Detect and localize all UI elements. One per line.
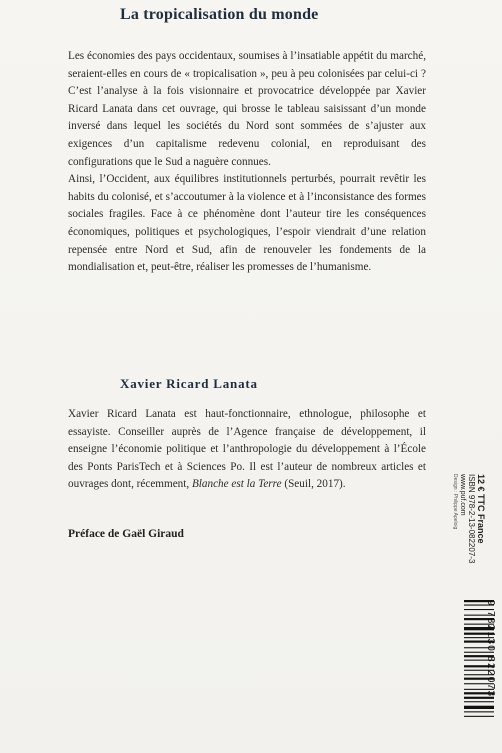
- author-name-heading: Xavier Ricard Lanata: [120, 376, 258, 391]
- blurb-paragraph-1: Les économies des pays occidentaux, soumises à l’insatiable appétit du marché, seraient-elles en cours de « tropicalisation », peu à peu colonisées par celui-ci ? C’est l’analyse à la fois visionnaire et provocatrice développée par Xavier Ricard Lanata dans cet ouvrage, qui brosse le tableau saisissant d’un monde inversé dans lequel les sociétés du Nord sont sommées de s’ajuster aux exigences d’un capitalisme redevenu colonial, en reproduisant des configurations que le Sud a naguère connues.: [68, 50, 426, 168]
- website-label: www.puf.com: [459, 474, 466, 516]
- design-credit: Design : Philippe Apeloig: [452, 474, 458, 530]
- author-bio-paragraph: [68, 406, 426, 494]
- blurb: [68, 48, 426, 277]
- author-bio-end: (Seuil, 2017).: [281, 478, 346, 491]
- book-title: La tropicalisation du monde: [120, 6, 319, 23]
- blurb-paragraph-2: Ainsi, l’Occident, aux équilibres institutionnels perturbés, pourrait revêtir les habits du colonisé, et s’accoutumer à la violence et à l’inconsistance des formes sociales fragiles. Face à ce phénomène dont l’auteur tire les conséquences économiques, politiques et psychologiques, l’espoir viendrait d’une relation repensée entre Nord et Sud, afin de renouveler les fondements de la mondialisation et, peut-être, réaliser les promesses de l’humanisme.: [68, 173, 426, 274]
- isbn-label: ISBN 978-2-13-082207-3: [467, 474, 476, 564]
- author-bio-main: Xavier Ricard Lanata est haut-fonctionnaire, ethnologue, philosophe et essayiste. Conseiller auprès de l’Agence française de développement, il enseigne l’économie politique et l’anthropologie du développement à l’École des Ponts ParisTech et à Sciences Po. Il est l’auteur de nombreux articles et ouvrages dont, récemment,: [68, 408, 426, 491]
- preface-credit: Préface de Gaël Giraud: [68, 528, 184, 540]
- price-label: 12 € TTC France: [476, 474, 486, 544]
- barcode-digits: 9 782130 822073: [485, 600, 496, 698]
- author-bio: [68, 406, 426, 494]
- author-bio-book-title: Blanche est la Terre: [191, 478, 282, 491]
